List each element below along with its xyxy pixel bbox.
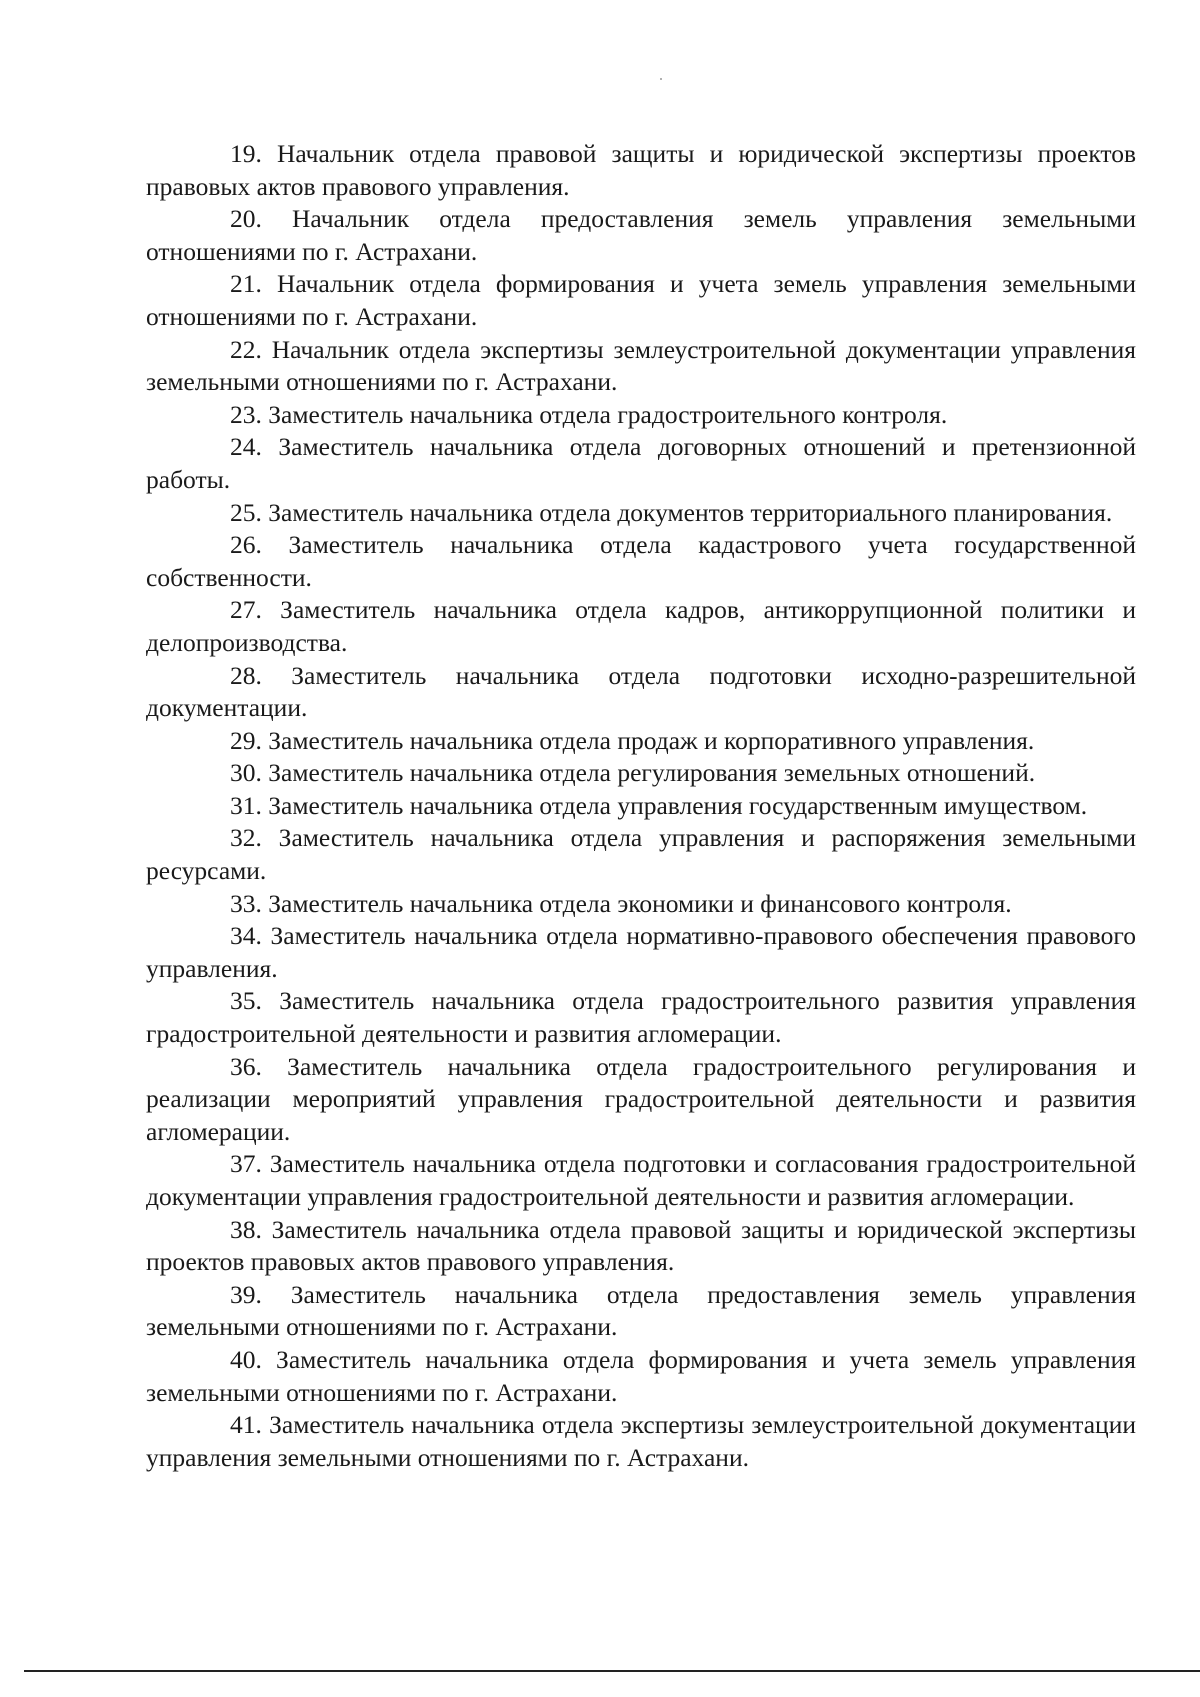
list-item: 40. Заместитель начальника отдела формирования и учета земель управления земельными отношениями по г. Астрахани.	[146, 1344, 1136, 1407]
list-item: 30. Заместитель начальника отдела регулирования земельных отношений.	[230, 758, 1036, 788]
list-item: 38. Заместитель начальника отдела правовой защиты и юридической экспертизы проектов правовых актов правового управления.	[146, 1214, 1136, 1277]
list-item: 32. Заместитель начальника отдела управления и распоряжения земельными ресурсами.	[146, 823, 1136, 886]
list-item: 28. Заместитель начальника отдела подготовки исходно-разрешительной документации.	[146, 660, 1136, 723]
list-item: 34. Заместитель начальника отдела нормативно-правового обеспечения правового управления.	[146, 921, 1136, 983]
list-item: 41. Заместитель начальника отдела экспертизы землеустроительной документации управления земельными отношениями по г. Астрахани.	[146, 1410, 1136, 1472]
list-item: 22. Начальник отдела экспертизы землеустроительной документации управления земельными отношениями по г. Астрахани.	[146, 334, 1136, 397]
list-item: 37. Заместитель начальника отдела подготовки и согласования градостроительной документации управления градостроительной деятельности и развития агломерации.	[146, 1149, 1136, 1211]
list-item: 26. Заместитель начальника отдела кадастрового учета государственной собственности.	[146, 530, 1136, 592]
list-item: 29. Заместитель начальника отдела продаж и корпоративного управления.	[230, 725, 1035, 755]
scan-speck	[660, 78, 662, 80]
list-item: 23. Заместитель начальника отдела градостроительного контроля.	[230, 399, 948, 429]
list-item: 31. Заместитель начальника отдела управления государственным имуществом.	[230, 790, 1088, 820]
list-item: 27. Заместитель начальника отдела кадров, антикоррупционной политики и делопроизводства.	[146, 595, 1136, 657]
list-item: 19. Начальник отдела правовой защиты и юридической экспертизы проектов правовых актов правового управления.	[146, 139, 1136, 201]
list-item: 36. Заместитель начальника отдела градостроительного регулирования и реализации мероприятий управления градостроительной деятельности и развития агломерации.	[146, 1051, 1136, 1146]
list-item: 20. Начальник отдела предоставления земель управления земельными отношениями по г. Астрахани.	[146, 204, 1136, 266]
list-item: 25. Заместитель начальника отдела документов территориального планирования.	[230, 497, 1113, 527]
list-item: 33. Заместитель начальника отдела экономики и финансового контроля.	[230, 888, 1012, 918]
position-list	[146, 138, 1136, 1474]
bottom-rule	[24, 1670, 1200, 1672]
list-item: 24. Заместитель начальника отдела договорных отношений и претензионной работы.	[146, 432, 1136, 494]
list-item: 21. Начальник отдела формирования и учета земель управления земельными отношениями по г. Астрахани.	[146, 269, 1136, 331]
list-item: 39. Заместитель начальника отдела предоставления земель управления земельными отношениями по г. Астрахани.	[146, 1279, 1136, 1342]
list-item: 35. Заместитель начальника отдела градостроительного развития управления градостроительной деятельности и развития агломерации.	[146, 986, 1136, 1049]
